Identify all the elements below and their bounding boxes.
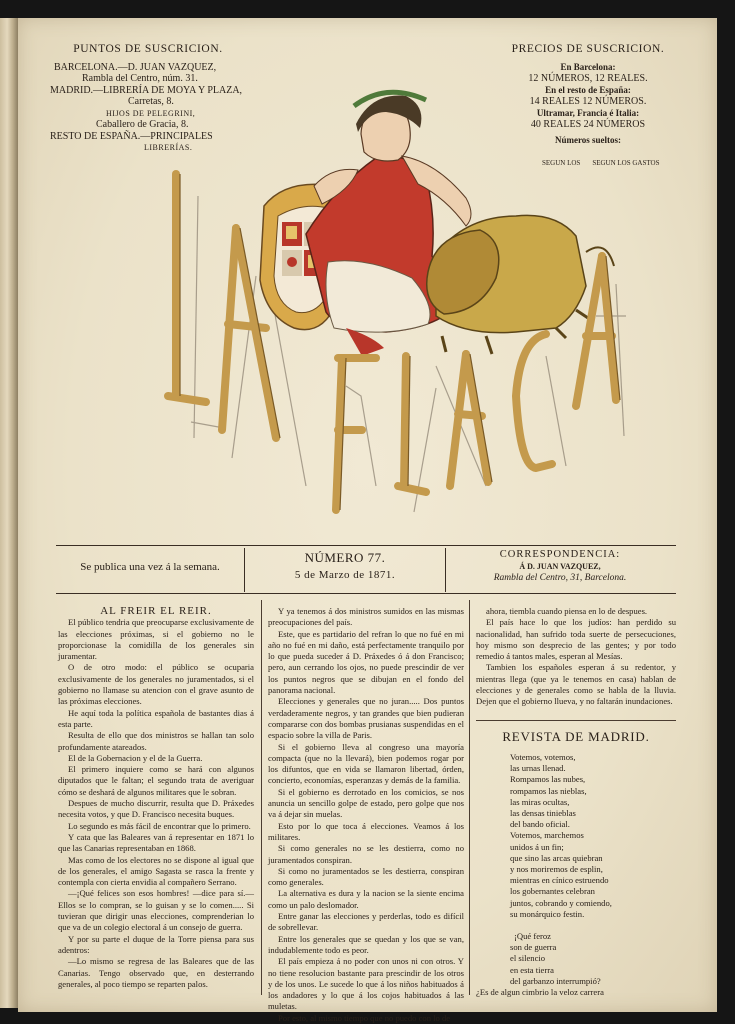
paragraph: El público tendria que preocuparse exclusivamente de las elecciones próximas, si el gobierno no le proporcionase la comidilla de los generales sin juramentar.: [58, 617, 254, 662]
article-title: AL FREIR EL REIR.: [100, 605, 212, 617]
verse-line: los gobernantes celebran: [510, 886, 595, 897]
paragraph: Lo segundo es más fácil de encontrar que lo primero.: [68, 820, 251, 831]
issue-cell: [244, 548, 446, 592]
subscription-points-title: PUNTOS DE SUSCRICION.: [73, 43, 223, 55]
publication-frequency: Se publica una vez á la semana.: [80, 561, 220, 573]
verse-line: del bando oficial.: [510, 819, 570, 830]
article-column-1: [58, 606, 254, 990]
verse-line: su monárquico festin.: [510, 908, 585, 919]
paragraph: He aquí toda la política española de bastantes dias á esta parte.: [58, 707, 254, 729]
paragraph: El primero inquiere como se hará con algunos diputados que le faltan; el segundo trata de averiguar cómo se deshará de algunos militares que le sobran.: [58, 764, 254, 797]
price-line: En el resto de España:: [545, 84, 631, 95]
article-column-3: [476, 606, 676, 998]
column-divider: [469, 600, 470, 995]
subscription-point-line: HIJOS DE PELEGRINI,: [106, 108, 196, 118]
paragraph: —¡Qué felices son esos hombres! —dice para sí.— Ellos se lo compran, se lo guisan y se lo comen..... Si tuvieran que dirigir unas elecciones, comprenderian lo que va de un colegio electoral á un consejo de guerra.: [58, 888, 254, 933]
paragraph: El de la Gobernacion y el de la Guerra.: [68, 752, 203, 763]
paragraph: El país hace lo que los judíos: han perdido su nacionalidad, han sufrido toda suerte de persecuciones, hoy mismo son desprecio de las gentes; y por todo remedio á tantos males, esperan al Mesías.: [476, 617, 676, 662]
paragraph: Resulta de ello que dos ministros se hallan tan solo profundamente atareados.: [58, 730, 254, 752]
newspaper-page: [18, 18, 717, 1023]
issue-number: NÚMERO 77.: [304, 550, 386, 565]
paragraph: ahora, tiembla cuando piensa en lo de despues.: [486, 606, 648, 616]
issue-date: 5 de Marzo de 1871.: [294, 569, 396, 581]
correspondence-address: Rambla del Centro, 31, Barcelona.: [493, 573, 627, 583]
price-line: 12 NÚMEROS, 12 REALES.: [528, 73, 648, 84]
paragraph: El país empieza á no poder con unos ni con otros. Y no tiene resolucion bastante para prescindir de los otros y de los unos. Le sucede lo que á los niños habituados á los andadores y lo que á los cojos habituados á las muletas.: [268, 956, 464, 1012]
paragraph: Y cata que las Baleares van á representar en 1871 lo que las Canarias representaban en 1868.: [58, 831, 254, 854]
paragraph: O de otro modo: el público se ocuparia exclusivamente de los generales no juramentados, si el gobierno no llamase su atencion con el grave asunto de las próximas elecciones.: [58, 662, 254, 707]
verse-line: y nos moriremos de esplin,: [510, 864, 603, 874]
subscription-point-line: Rambla del Centro, núm. 31.: [82, 73, 198, 84]
correspondence-cell: [444, 548, 676, 592]
verse-line: del garbanzo interrumpió?: [510, 975, 601, 986]
paragraph: Elecciones y generales que no juran..... Dos puntos verdaderamente negros, y tan grandes que bien pudieran compararse con dos bombas prusianas suspendidas en el espacio sobre la villa de Paris.: [268, 696, 464, 741]
paragraph: La alternativa es dura y la nacion se la siente encima como un palo deslomador.: [268, 888, 464, 910]
correspondence-title: CORRESPONDENCIA:: [499, 549, 621, 560]
correspondence-name: Á D. JUAN VAZQUEZ,: [519, 562, 601, 571]
paragraph: Si el gobierno lleva al congreso una mayoría compacta (que no la llevará), bien podemos rogar por los difuntos, que en vida se llamaron libertad, órden, concierto, economías, esperanzas y demás de la familia.: [268, 741, 464, 786]
paragraph: Entre ganar las elecciones y perderlas, todo es difícil de sobrellevar.: [268, 911, 464, 933]
paragraph: Mas como de los electores no se dispone al igual que de los generales, el amigo Sagasta se rasca la frente y contempla con cierta envidia al compañero Serrano.: [58, 854, 254, 888]
subscription-point-line: MADRID.—LIBRERÍA DE MOYA Y PLAZA,: [50, 84, 243, 96]
paragraph: Si como no juramentados se les destierra, conspiran como generales.: [268, 865, 464, 888]
top-rule: [56, 545, 676, 546]
paragraph: Si el gobierno es derrotado en los comicios, se nos anuncia un sencillo golpe de estado, pero golpe que nos va á dejar sin muelas.: [268, 786, 464, 820]
price-line: 14 REALES 12 NÚMEROS.: [529, 96, 647, 107]
section-divider: [476, 720, 676, 721]
paragraph: Despues de mucho discurrir, resulta que D. Práxedes necesita votos, y que D. Francisco necesita buques.: [58, 798, 254, 820]
verse-line: las densas tinieblas: [510, 807, 576, 818]
paragraph: Por esto, al mismo tiempo que no puedo con lo de: [278, 1012, 451, 1023]
verse-line: mientras en cínico estruendo: [510, 875, 609, 886]
verse-line: rompamos las nieblas,: [510, 785, 587, 796]
subscription-point-line: RESTO DE ESPAÑA.—PRINCIPALES: [50, 130, 213, 142]
subscription-point-line: Caballero de Gracia, 8.: [96, 119, 189, 130]
verse-line: son de guerra: [510, 942, 557, 953]
paragraph: Tambien los españoles esperan á su redentor, y mientras llega (que ya le tenemos en casa) hablan de elecciones y de generales como se habla de la lluvia. Dejen que el gobierno llueva, y no faltarán inundaciones.: [476, 662, 676, 707]
verse-line: las miras ocultas,: [510, 796, 570, 807]
verse-line: Votemos, votemos,: [510, 751, 576, 762]
price-line: Números sueltos:: [554, 134, 622, 145]
subscription-prices-title: PRECIOS DE SUSCRICION.: [511, 43, 665, 55]
verse-line: Votemos, marchemos: [510, 830, 584, 841]
paragraph: Esto por lo que toca á elecciones. Veamos á los militares.: [268, 820, 464, 842]
price-line: En Barcelona:: [560, 61, 616, 72]
verse-line: las urnas llenad.: [510, 763, 566, 774]
stanza-gap: [510, 920, 676, 931]
verse-line: juntos, cobrando y comiendo,: [510, 897, 612, 908]
verse-line: ¿Es de algun cimbrio la veloz carrera: [476, 987, 604, 998]
subscription-point-line: BARCELONA.—D. JUAN VAZQUEZ,: [54, 61, 217, 73]
subscription-point-line: LIBRERÍAS.: [144, 143, 193, 152]
verse-line: Rompamos las nubes,: [510, 774, 586, 785]
column-divider: [261, 600, 262, 995]
masthead-illustration: [136, 66, 636, 518]
price-line: 40 REALES 24 NÚMEROS: [530, 119, 646, 130]
verse-line: que sino las arcas quiebran: [510, 852, 603, 863]
price-line: Ultramar, Francia é Italia:: [536, 107, 640, 118]
verse-line: en esta tierra: [510, 964, 554, 975]
bottom-rule: [56, 593, 676, 594]
verse-line: ¡Qué feroz: [514, 931, 551, 942]
article-column-2: [268, 606, 464, 1024]
verse-line: el silencio: [510, 953, 546, 964]
left-page-edge: [0, 18, 18, 1008]
paragraph: Entre los generales que se quedan y los que se van, indudablemente todo es peor.: [268, 933, 464, 955]
info-row: [56, 548, 676, 592]
subscription-point-line: Carretas, 8.: [128, 96, 174, 107]
paragraph: —Lo mismo se regresa de las Baleares que de las Canarias. Tengo observado que, en desterrando generales, al poco tiempo se reparten palos.: [58, 956, 254, 989]
revista-title: REVISTA DE MADRID.: [502, 728, 650, 744]
paragraph: Y ya tenemos á dos ministros sumidos en las mismas preocupaciones del país.: [268, 606, 464, 628]
paragraph: Este, que es partidario del refran lo que no fué en mi año no fué en mi daño, está perfectamente tranquilo por lo que pueda suceder á D. Práxedes ó á don Francisco; pero, aun cerrando los ojos, no puede prescindir de ver los puntos negros que se dibujan en el fondo del panorama nacional.: [268, 628, 464, 696]
price-note: SEGUN LOS: [542, 159, 581, 167]
verse-line: unidos á un fin;: [510, 841, 564, 852]
paragraph: Y por su parte el duque de la Torre piensa para sus adentros:: [58, 933, 254, 955]
paragraph: Si como generales no se les destierra, como no juramentados conspiran.: [268, 843, 464, 865]
price-note: SEGUN LOS GASTOS: [592, 159, 660, 167]
poem: [476, 752, 676, 998]
